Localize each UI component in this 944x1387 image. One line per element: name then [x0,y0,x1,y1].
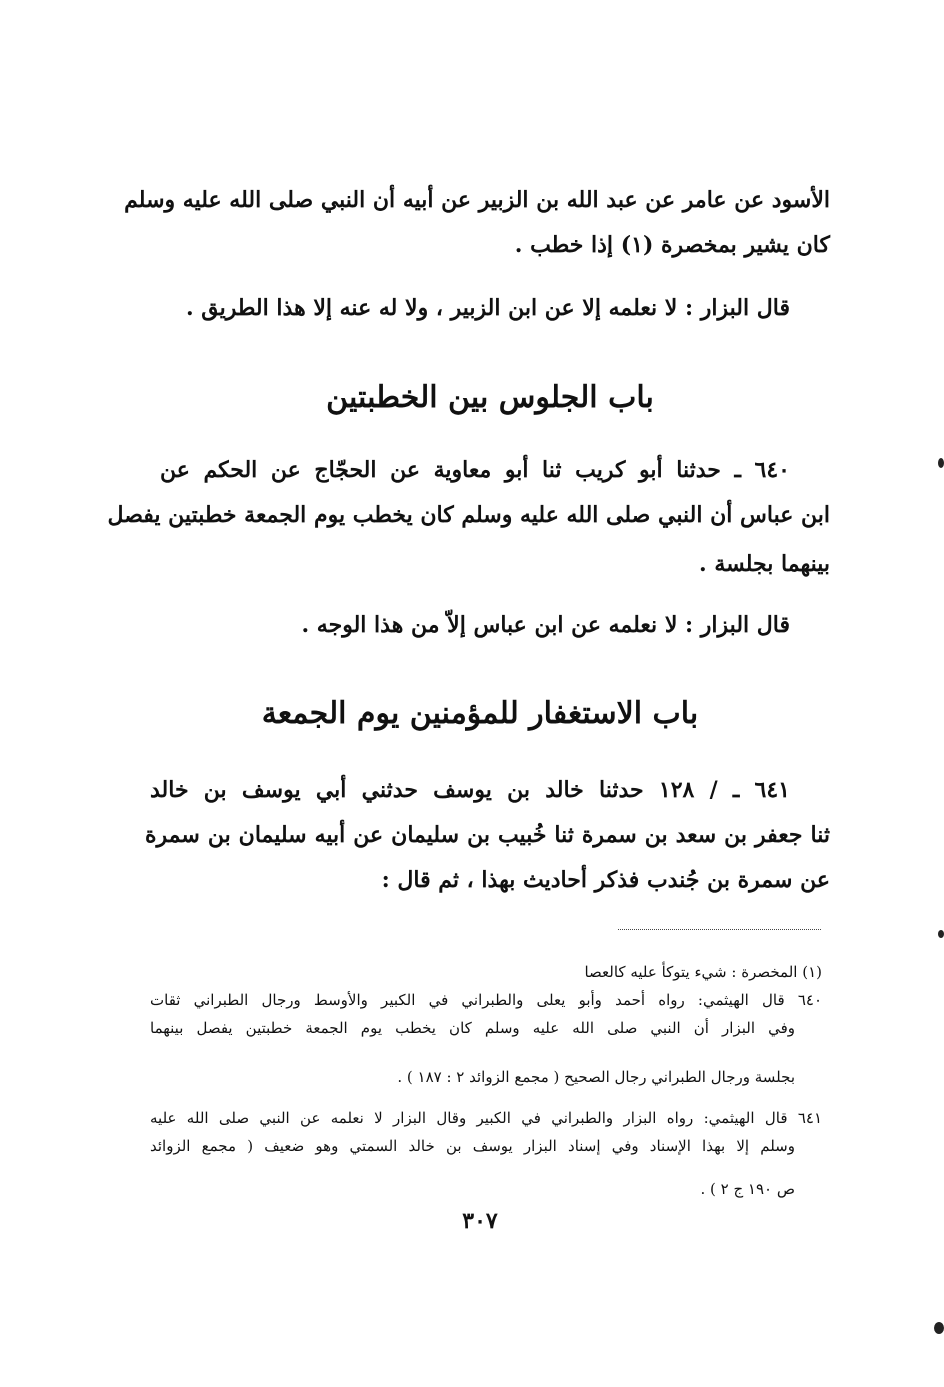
footnote-641-line-1: ٦٤١ قال الهيثمي: رواه البزار والطبراني في الكبير وقال البزار لا نعلمه عن النبي صلى الله عليه [150,1109,822,1127]
footnote-1: (١) المخصرة : شيء يتوكأ عليه كالعصا [584,963,822,981]
hadith-641-line-2: ثنا جعفر بن سعد بن سمرة ثنا خُبيب بن سليمان عن أبيه سليمان بن سمرة [145,822,830,848]
footnote-641-line-2: وسلم إلا بهذا الإسناد وفي إسناد البزار يوسف بن خالد السمتي وهو ضعيف ( مجمع الزوائد [150,1137,795,1155]
footnote-640-line-3: بجلسة ورجال الطبراني رجال الصحيح ( مجمع الزوائد ٢ : ١٨٧ ) . [397,1068,795,1086]
hadith-640-line-1: ٦٤٠ ـ حدثنا أبو كريب ثنا أبو معاوية عن الحجّاج عن الحكم عن [160,457,790,483]
hadith-641-line-1: ٦٤١ ـ / ١٢٨ حدثنا خالد بن يوسف حدثني أبي يوسف بن خالد [150,777,790,803]
footnote-641-line-3: ص ١٩٠ ج ٢ ) . [700,1180,795,1198]
intro-line-2: كان يشير بمخصرة (١) إذا خطب . [514,232,830,258]
section1-bazzar-note: قال البزار : لا نعلمه عن ابن عباس إلاّ من هذا الوجه . [301,612,790,638]
scan-speck [934,1322,944,1334]
scan-speck [938,458,944,468]
scan-speck [938,930,944,938]
footnote-640-line-2: وفي البزار أن النبي صلى الله عليه وسلم كان يخطب يوم الجمعة خطبتين يفصل بينهما [150,1019,795,1037]
section2-title: باب الاستغفار للمؤمنين يوم الجمعة [261,696,699,731]
hadith-640-line-2: ابن عباس أن النبي صلى الله عليه وسلم كان يخطب يوم الجمعة خطبتين يفصل [107,502,830,528]
page-number: ٣٠٧ [462,1208,498,1234]
footnote-640-line-1: ٦٤٠ قال الهيثمي: رواه أحمد وأبو يعلى والطبراني في الكبير والأوسط ورجال الطبراني ثقات [150,991,822,1009]
section1-title: باب الجلوس بين الخطبتين [326,380,654,415]
intro-bazzar-note: قال البزار : لا نعلمه إلا عن ابن الزبير ، ولا له عنه إلا هذا الطريق . [185,295,790,321]
footnote-separator [618,929,821,930]
hadith-641-line-3: عن سمرة بن جُندب فذكر أحاديث بهذا ، ثم قال : [381,867,830,893]
hadith-640-line-3: بينهما بجلسة . [699,551,830,577]
intro-line-1: الأسود عن عامر عن عبد الله بن الزبير عن أبيه أن النبي صلى الله عليه وسلم [124,187,830,213]
